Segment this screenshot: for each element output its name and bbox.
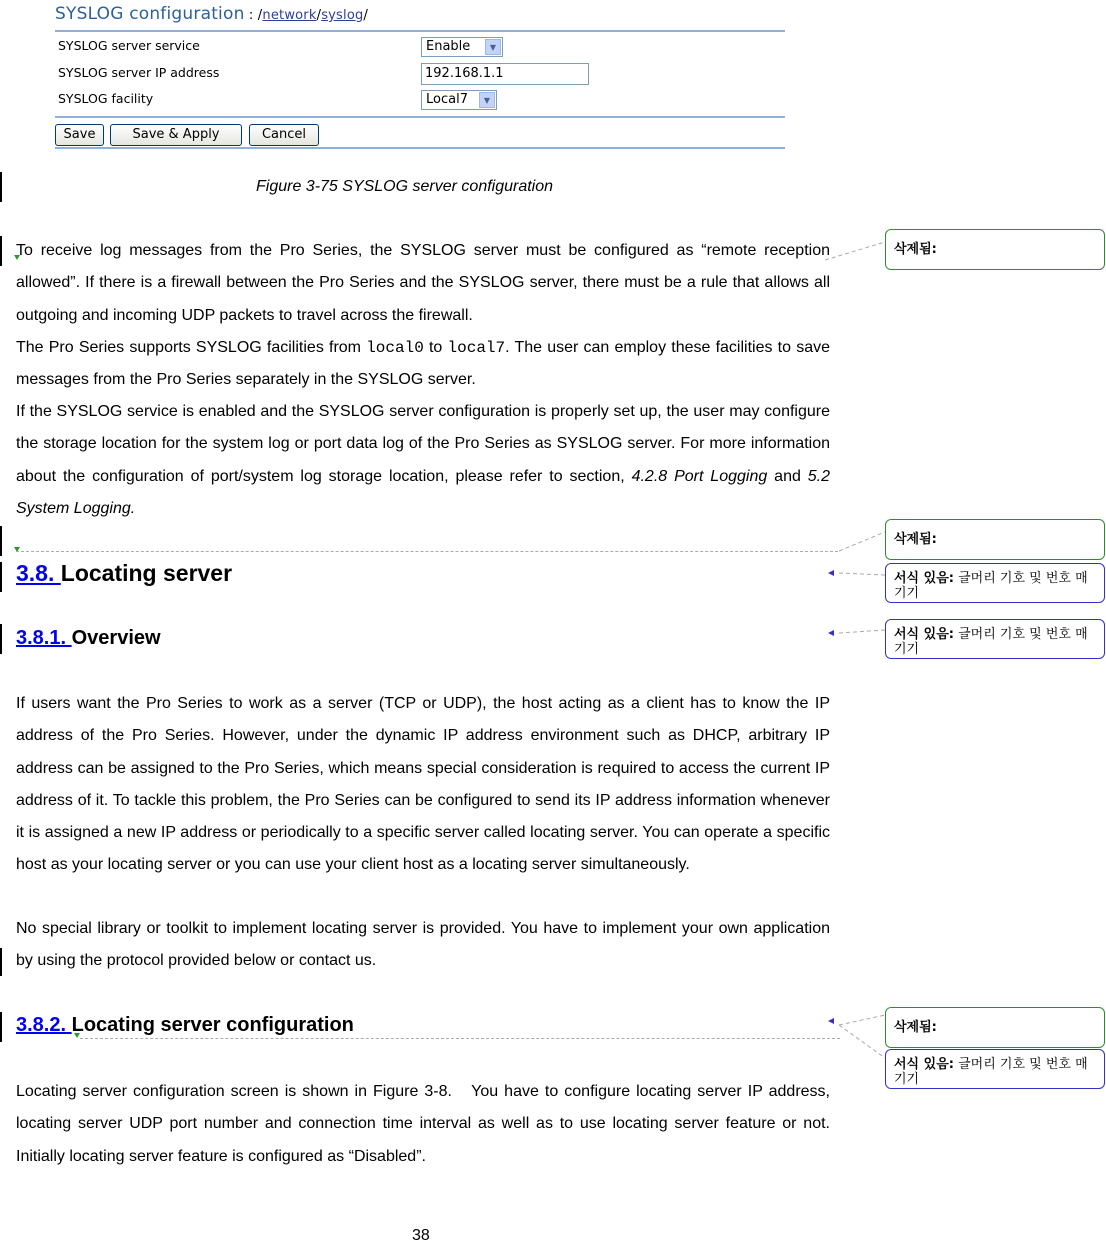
syslog-config-screenshot [55,0,785,150]
server-ip-input[interactable]: 192.168.1.1 [421,63,589,85]
facility-select[interactable]: Local7 ▼ [421,90,497,110]
server-ip-label: SYSLOG server IP address [58,65,220,80]
ref-system-logging: 5.2 System Logging. [16,467,831,517]
revision-leader-line [80,1038,840,1039]
change-bar [0,562,2,592]
cancel-button[interactable]: Cancel [249,124,319,146]
balloon-anchor-icon [828,630,834,636]
change-bar [0,948,2,976]
comment-formatted[interactable]: 서식 있음: 글머리 기호 및 번호 매기기 [885,563,1105,603]
form-divider [55,116,785,118]
save-button[interactable]: Save [55,124,104,146]
facility-label: SYSLOG facility [58,91,154,106]
figure-caption: Figure 3-75 SYSLOG server configuration [256,178,554,195]
heading-overview: 3.8.1. Overview [16,627,161,649]
balloon-anchor-icon [828,570,834,576]
balloon-anchor-icon [828,1018,834,1024]
comment-formatted[interactable]: 서식 있음: 글머리 기호 및 번호 매기기 [885,1049,1105,1089]
chevron-down-icon: ▼ [479,92,495,108]
paragraph-storage-location: If the SYSLOG service is enabled and the SYSLOG server configuration is properly set up, the user may configure the storage location for the system log or port data log of the Pro Series as SYSLOG server. For more information about the configuration of port/system log storage location, please refer to section, 4.2.8 Port Logging and 5.2 System Logging. [16,403,831,517]
paragraph-overview: If users want the Pro Series to work as a server (TCP or UDP), the host acting as a client has to know the IP address of the Pro Series. However, under the dynamic IP address environment such as DHCP, arbitrary IP address can be assigned to the Pro Series, which means special consideration is required to access the current IP address of it. To tackle this problem, the Pro Series can be configured to send its IP address information whenever it is assigned a new IP address or periodically to a specific server called locating server. You can operate a specific host as your locating server or you can use your client host as a locating server simultaneously. [16,695,830,874]
save-apply-button[interactable]: Save & Apply [110,124,242,146]
change-bar [0,172,2,202]
comment-deleted[interactable]: 삭제됨: [885,519,1105,560]
change-bar [0,624,2,654]
server-service-select[interactable]: Enable ▼ [421,37,503,57]
comment-formatted[interactable]: 서식 있음: 글머리 기호 및 번호 매기기 [885,619,1105,659]
path-syslog-link[interactable]: syslog [321,8,364,23]
change-bar [0,236,2,266]
balloon-connectors [825,230,887,1110]
ref-port-logging: 4.2.8 Port Logging [631,467,768,485]
syslog-config-title: SYSLOG configuration : /network/syslog/ [55,4,369,24]
comment-deleted[interactable]: 삭제됨: [885,229,1105,270]
paragraph-locating-config: Locating server configuration screen is shown in Figure 3-8. You have to configure locating server IP address, locating server UDP port number and connection time interval as well as to use locating server feature or not. Initially locating server feature is configured as “Disabled”. [16,1083,847,1165]
path-network-link[interactable]: network [262,8,317,23]
change-bar [0,526,2,556]
paragraph-facilities: The Pro Series supports SYSLOG facilities from local0 to local7. The user can employ these facilities to save messages from the Pro Series separately in the SYSLOG server. [16,339,831,389]
server-service-label: SYSLOG server service [58,38,200,53]
bottom-divider [55,147,785,149]
paragraph-no-library: No special library or toolkit to implement locating server is provided. You have to implement your own application by using the protocol provided below or contact us. [16,920,830,970]
heading-locating-server: 3.8. Locating server [16,560,233,586]
page-number: 38 [412,1227,430,1244]
paragraph-remote-reception: To receive log messages from the Pro Series, the SYSLOG server must be configured as “remote reception allowed”. If there is a firewall between the Pro Series and the SYSLOG server, there must be a rule that allows all outgoing and incoming UDP packets to travel across the firewall. [16,242,830,324]
heading-locating-server-config: 3.8.2. Locating server configuration [16,1014,354,1036]
title-divider [55,30,785,32]
comment-deleted[interactable]: 삭제됨: [885,1007,1105,1048]
change-bar [0,1012,2,1042]
revision-leader-line [16,551,838,552]
chevron-down-icon: ▼ [485,39,501,55]
